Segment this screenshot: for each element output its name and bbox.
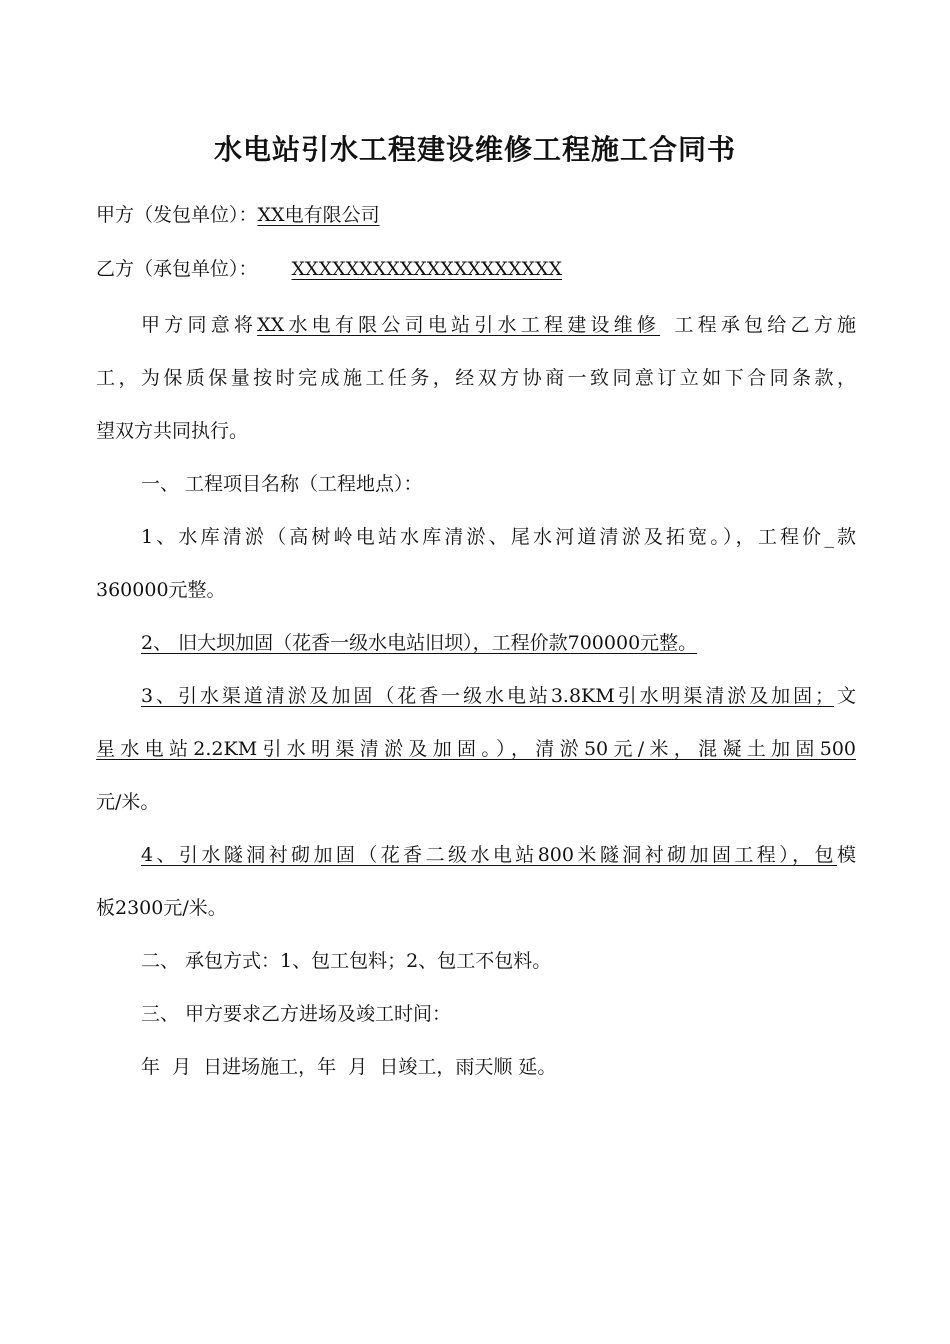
item-3-text-underlined: 3、引水渠道清淤及加固（花香一级水电站3.8KM引水明渠清淤及加固；	[141, 685, 835, 707]
section-1-heading: 一、 工程项目名称（工程地点）：	[141, 473, 423, 495]
item-1-line-1: 1、水库清淤（高树岭电站水库清淤、尾水河道清淤及拓宽。），工程价_款	[141, 526, 856, 548]
party-b-line	[96, 254, 856, 284]
section-3-schedule-line: 年 月 日进场施工，年 月 日竣工，雨天顺 延。	[141, 1056, 557, 1078]
intro-text-b: 工程承包给乙方施	[670, 314, 856, 336]
party-a-label: 甲方（发包单位）：	[96, 204, 258, 226]
item-3-text-end: 文	[834, 685, 856, 707]
item-3-text-line-2: 星水电站2.2KM引水明渠清淤及加固。），清淤50元/米，混凝土加固500	[96, 738, 856, 760]
item-3-line-3: 元/米。	[96, 791, 160, 813]
item-1-line-2: 360000元整。	[96, 579, 226, 601]
intro-line-2: 工，为保质保量按时完成施工任务，经双方协商一致同意订立如下合同条款，	[96, 367, 856, 389]
item-4-line-2: 板2300元/米。	[96, 897, 227, 919]
item-2-text: 2、 旧大坝加固（花香一级水电站旧坝），工程价款700000元整。	[141, 632, 698, 654]
party-b-value: XXXXXXXXXXXXXXXXXXXX	[291, 258, 563, 280]
item-4-text-underlined: 4、引水隧洞衬砌加固（花香二级水电站800米隧洞衬砌加固工程），包	[141, 844, 837, 866]
intro-line-3: 望双方共同执行。	[96, 420, 249, 442]
party-a-line	[96, 200, 856, 230]
document-title: 水电站引水工程建设维修工程施工合同书	[213, 133, 736, 166]
intro-text-a: 甲方同意将	[141, 314, 258, 336]
item-4-line-1	[141, 840, 856, 870]
party-b-label: 乙方（承包单位）：	[96, 258, 258, 280]
item-3-line-1	[141, 681, 856, 711]
intro-project-name: XX水电有限公司电站引水工程建设维修	[257, 314, 661, 336]
section-3-heading: 三、 甲方要求乙方进场及竣工时间：	[141, 1003, 452, 1025]
item-3-line-2	[96, 734, 856, 764]
section-2-heading: 二、 承包方式：1、包工包料；2、包工不包料。	[141, 950, 552, 972]
item-2-line	[141, 628, 856, 658]
intro-line-1	[141, 310, 856, 340]
party-a-value: XX电有限公司	[257, 204, 380, 226]
item-4-text-end: 模	[836, 844, 856, 866]
